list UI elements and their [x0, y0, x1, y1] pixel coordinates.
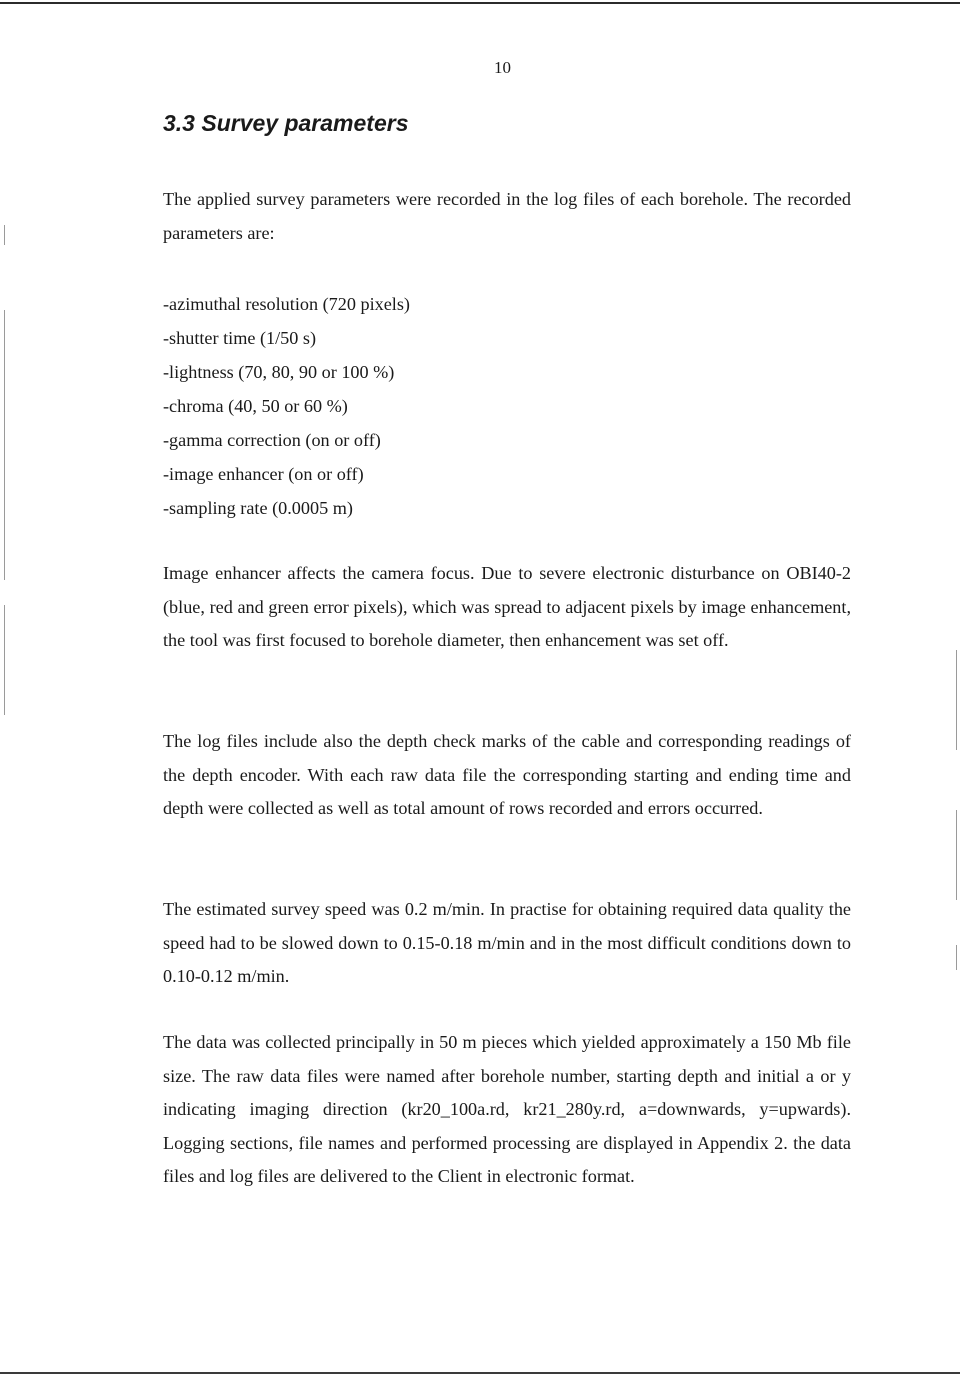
scan-top-edge — [0, 2, 960, 4]
scan-left-edge-mark — [4, 605, 5, 715]
parameter-item: -chroma (40, 50 or 60 %) — [163, 396, 348, 416]
scan-bottom-edge — [0, 1372, 960, 1374]
section-heading: 3.3 Survey parameters — [163, 110, 409, 136]
parameter-item: -azimuthal resolution (720 pixels) — [163, 294, 410, 314]
body-paragraph-image-enhancer: Image enhancer affects the camera focus. Due to severe electronic disturbance on OBI40-2 (blue, red and green error pixels), which was spread to adjacent pixels by image enhancement, the tool was first focused to borehole diameter, then enhancement was set off. — [163, 563, 851, 651]
scan-right-edge-mark — [956, 650, 957, 750]
scan-left-edge-mark — [4, 310, 5, 580]
parameter-item: -image enhancer (on or off) — [163, 464, 364, 484]
parameter-item: -gamma correction (on or off) — [163, 430, 381, 450]
parameter-item: -sampling rate (0.0005 m) — [163, 498, 353, 518]
body-paragraph-data-collection: The data was collected principally in 50 m pieces which yielded approximately a 150 Mb file size. The raw data files were named after borehole number, starting depth and initial a or y indicating imaging direction (kr20_100a.rd, kr21_280y.rd, a=downwards, y=upwards). Logging sections, file names and performed processing are displayed in Appendix 2. the data files and log files are delivered to the Client in electronic format. — [163, 1032, 851, 1187]
body-paragraph-log-files: The log files include also the depth check marks of the cable and corresponding readings of the depth encoder. With each raw data file the corresponding starting and ending time and depth were collected as well as total amount of rows recorded and errors occurred. — [163, 731, 851, 819]
scan-left-edge-mark — [4, 225, 5, 245]
body-paragraph-survey-speed: The estimated survey speed was 0.2 m/min. In practise for obtaining required data quality the speed had to be slowed down to 0.15-0.18 m/min and in the most difficult conditions down to 0.10-0.12 m/min. — [163, 899, 851, 987]
page-number: 10 — [494, 58, 511, 77]
scan-right-edge-mark — [956, 945, 957, 970]
scan-right-edge-mark — [956, 810, 957, 900]
parameter-item: -lightness (70, 80, 90 or 100 %) — [163, 362, 395, 382]
parameter-list — [163, 287, 410, 525]
parameter-item: -shutter time (1/50 s) — [163, 328, 317, 348]
intro-paragraph: The applied survey parameters were recorded in the log files of each borehole. The recorded parameters are: — [163, 189, 851, 243]
